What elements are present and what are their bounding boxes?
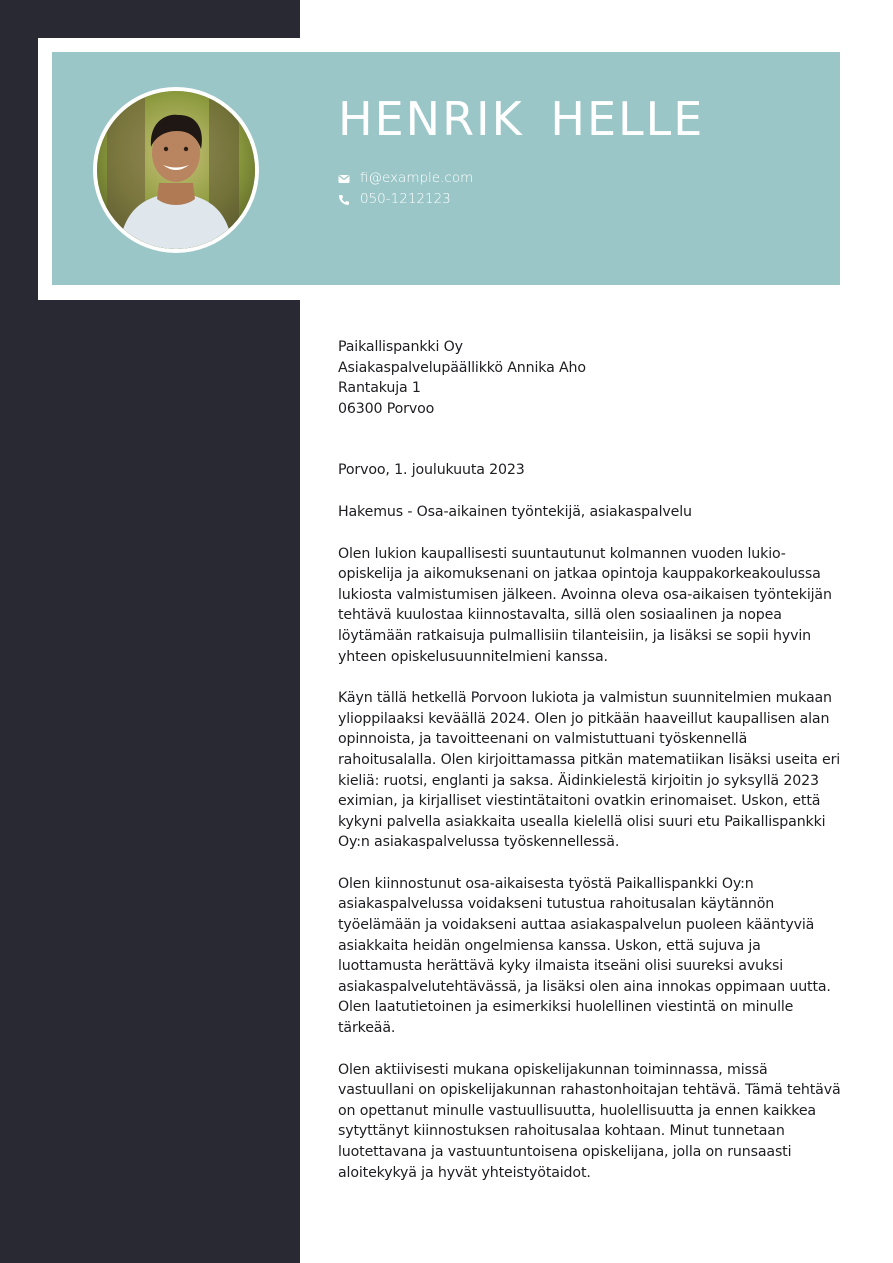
letter-date: Porvoo, 1. joulukuuta 2023 — [338, 462, 525, 479]
contact-email[interactable] — [338, 172, 473, 186]
recipient-city: 06300 Porvoo — [338, 400, 435, 417]
email-text: fi@example.com — [360, 170, 474, 186]
recipient-person: Asiakaspalvelupäällikkö Annika Aho — [338, 359, 586, 376]
recipient-block — [338, 337, 843, 419]
phone-text: 050-1212123 — [360, 191, 451, 207]
letter-body — [338, 337, 843, 1204]
applicant-name: HENRIK HELLE — [338, 92, 705, 146]
profile-photo-illustration — [97, 91, 255, 249]
letter-paragraph-2: Käyn tällä hetkellä Porvoon lukiota ja valmistun suunnitelmien mukaan ylioppilaaksi keväällä 2024. Olen jo pitkään haaveillut kaupallisen alan opinnoista, ja tavoitteenani on valmistuttuani työskennellä rahoitusalalla. Olen kirjoittamassa pitkän matematiikan lisäksi useita eri kieliä: ruotsi, englanti ja saksa. Äidinkielestä kirjoitin jo syksyllä 2023 eximian, ja kirjalliset viestintätaitoni ovatkin erinomaiset. Uskon, että kykyni palvella asiakkaita usealla kielellä olisi suuri etu Paikallispankki Oy:n asiakaspalvelussa työskennellessä. — [338, 690, 841, 851]
recipient-street: Rantakuja 1 — [338, 380, 421, 397]
profile-photo — [93, 87, 259, 253]
letter-paragraph-1: Olen lukion kaupallisesti suuntautunut kolmannen vuoden lukio-opiskelija ja aikomuksenani on jatkaa opintoja kauppakorkeakoulussa lukiosta valmistumisen jälkeen. Avoinna oleva osa-aikaisen työntekijän tehtävä kuulostaa kiinnostavalta, sillä olen sosiaalinen ja nopea löytämään ratkaisuja pulmallisiin tilanteisiin, ja lisäksi se sopii hyvin yhteen opiskelusuunnitelmieni kanssa. — [338, 545, 832, 665]
contact-phone[interactable] — [338, 193, 451, 207]
mail-icon — [338, 173, 350, 185]
letter-paragraph-4: Olen aktiivisesti mukana opiskelijakunnan toiminnassa, missä vastuullani on opiskelijakunnan rahastonhoitajan tehtävä. Tämä tehtävä on opettanut minulle vastuullisuutta, huolellisuutta ja ennen kaikkea sytyttänyt kiinnostuksen rahoitusalaa kohtaan. Minut tunnetaan luotettavana ja vastuuntuntoisena opiskelijana, jolla on runsaasti aloitekykyä ja hyvät yhteistyötaidot. — [338, 1061, 841, 1181]
letter-paragraph-3: Olen kiinnostunut osa-aikaisesta työstä Paikallispankki Oy:n asiakaspalvelussa voidakseni tutustua rahoitusalan käytännön työelämään ja voidakseni auttaa asiakaspalvelun puoleen kääntyviä asiakkaita heidän ongelmiensa kanssa. Uskon, että sujuva ja luottamusta herättävä kyky ilmaista itseäni olisi suureksi avuksi asiakaspalvelutehtävässä, ja lisäksi olen aina innokas oppimaan uutta. Olen laatutietoinen ja esimerkiksi huolellinen viestintä on minulle tärkeää. — [338, 875, 831, 1037]
letter-subject: Hakemus - Osa-aikainen työntekijä, asiakaspalvelu — [338, 503, 692, 520]
recipient-company: Paikallispankki Oy — [338, 339, 463, 355]
phone-icon — [338, 194, 350, 206]
